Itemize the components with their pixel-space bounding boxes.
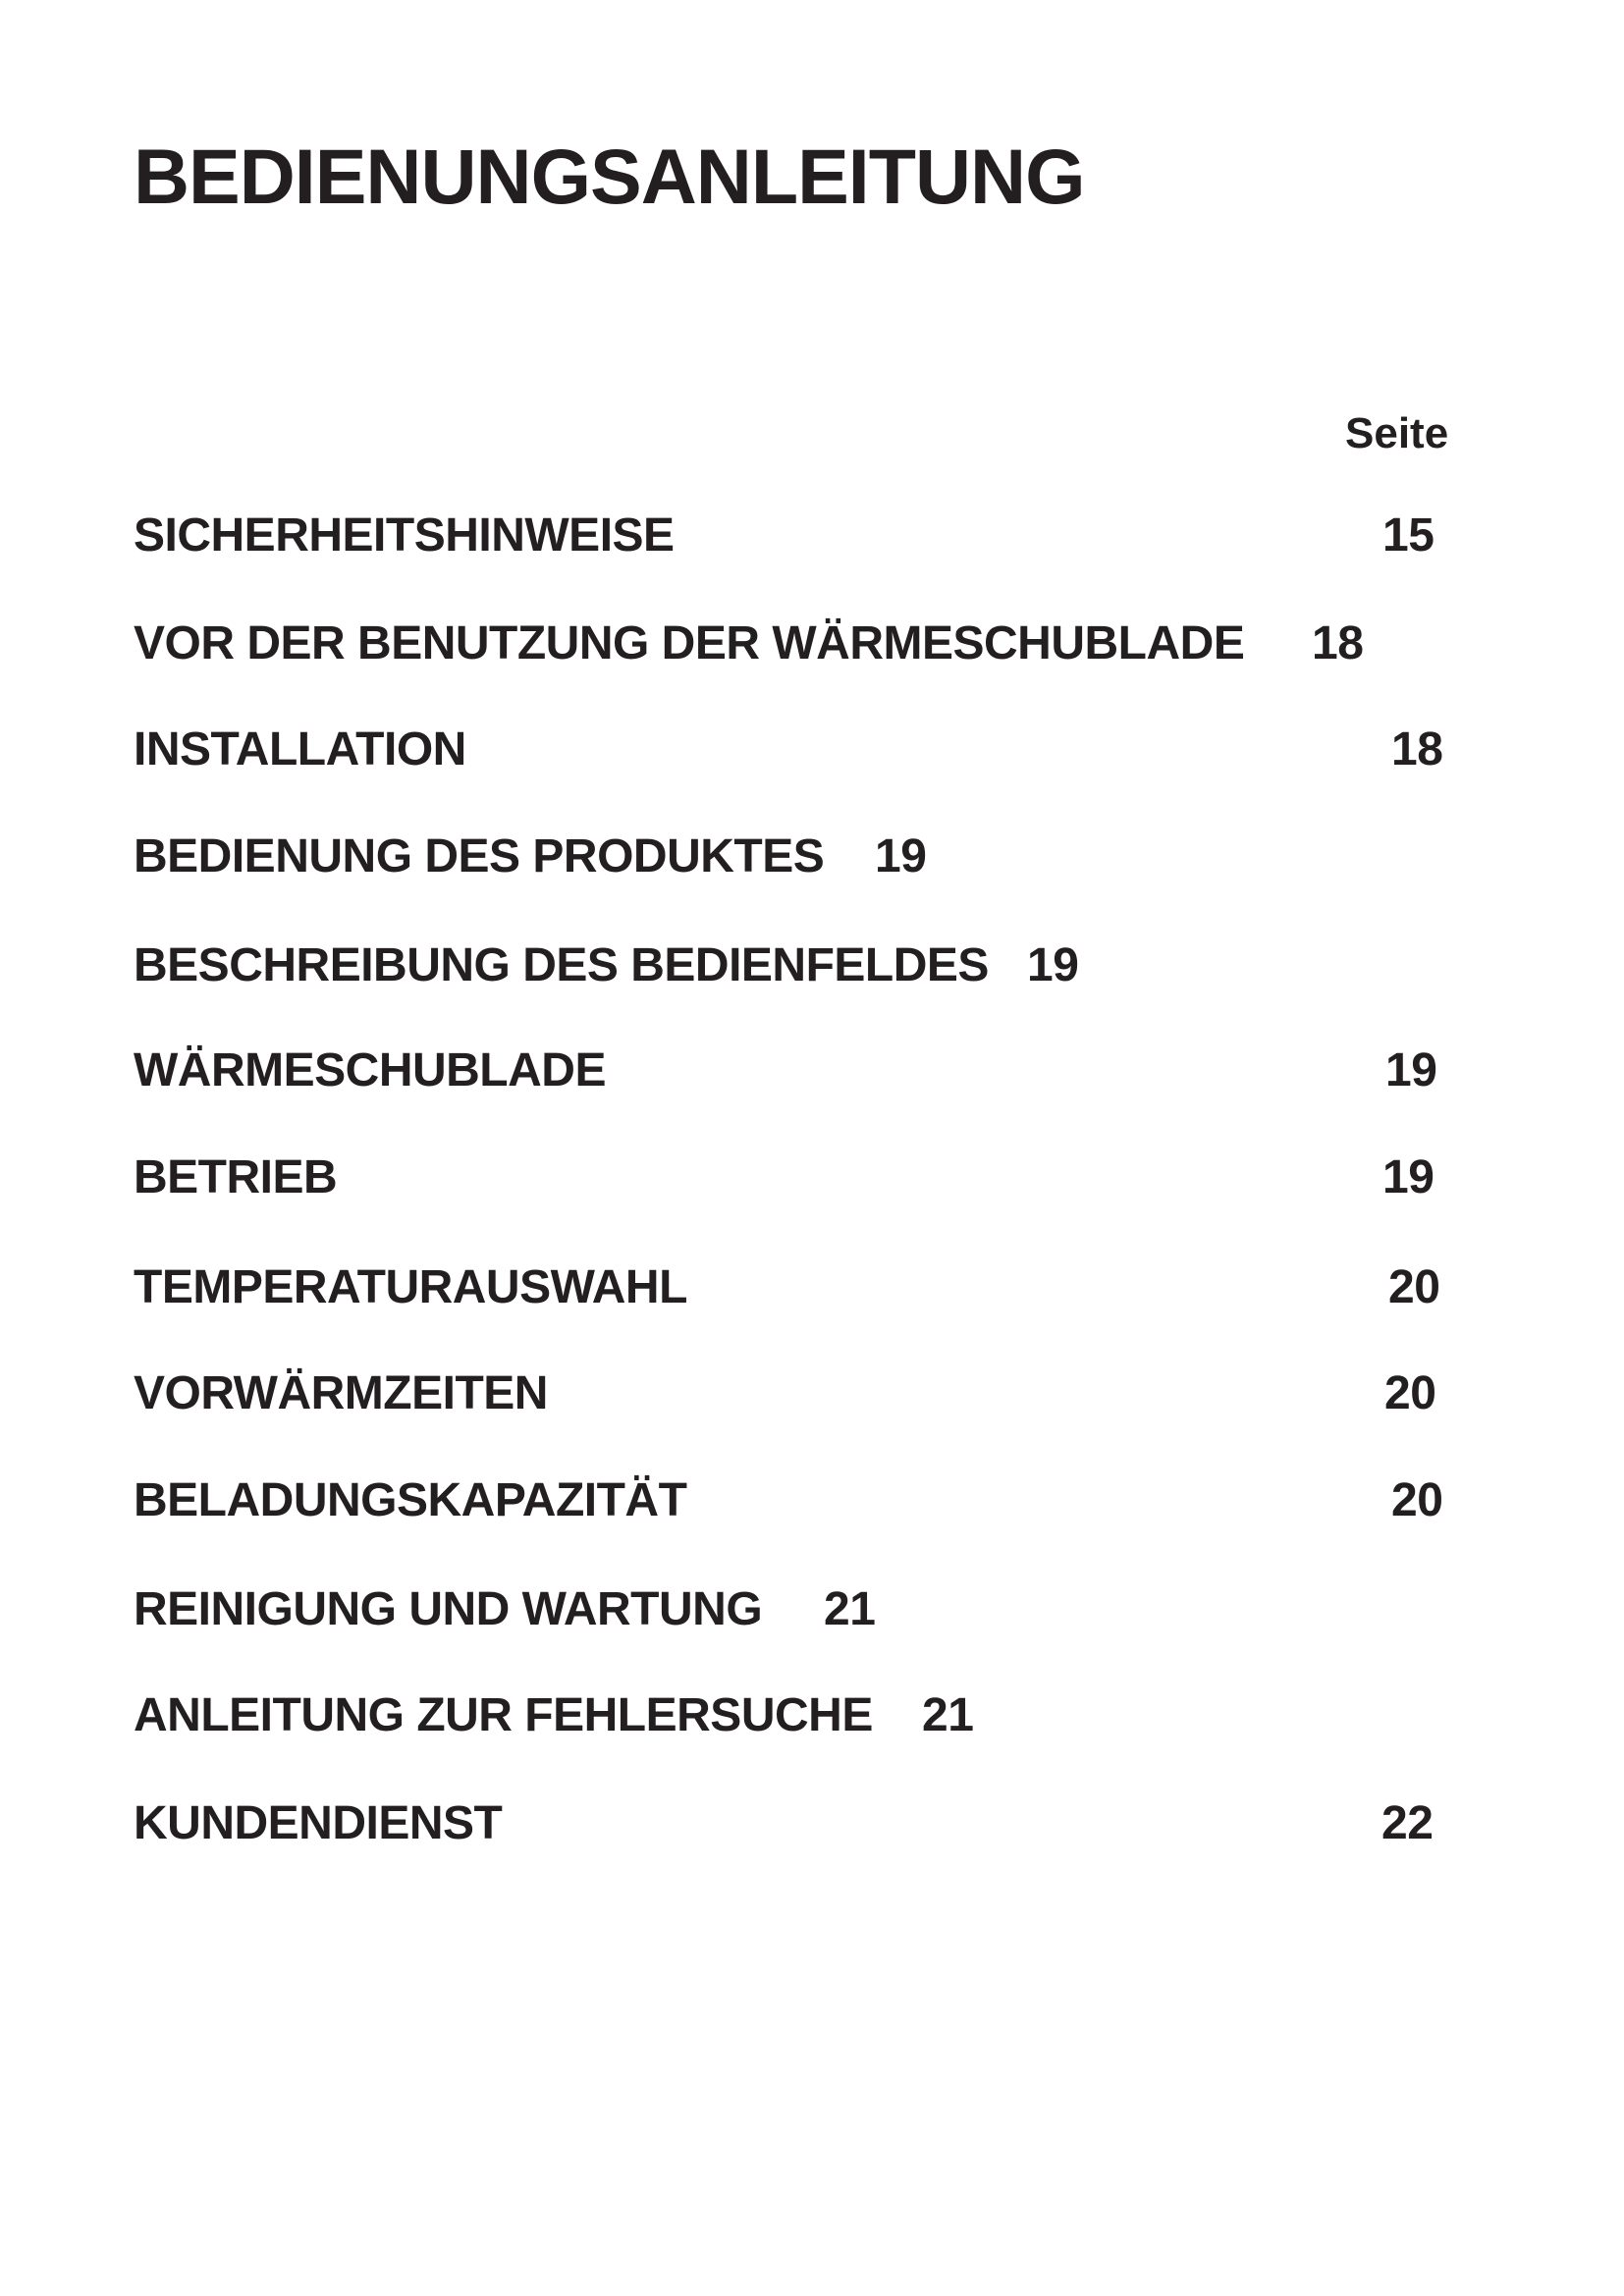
toc-entry-label: SICHERHEITSHINWEISE	[134, 509, 675, 561]
toc-entry-page: 20	[1388, 1261, 1440, 1313]
toc-entry-page: 20	[1384, 1367, 1436, 1419]
toc-entry-label: VORWÄRMZEITEN	[134, 1367, 548, 1419]
toc-entry	[134, 1689, 1508, 1751]
toc-entry-page: 18	[1312, 617, 1364, 669]
toc-entry-page: 19	[1385, 1044, 1437, 1096]
toc-entry-page: 22	[1381, 1797, 1434, 1849]
toc-entry-label: WÄRMESCHUBLADE	[134, 1044, 606, 1096]
toc-entry-page: 19	[875, 830, 927, 882]
toc-entry-label: BETRIEB	[134, 1151, 338, 1203]
toc-entry-label: BESCHREIBUNG DES BEDIENFELDES	[134, 939, 989, 991]
document-title: BEDIENUNGSANLEITUNG	[134, 133, 1085, 220]
toc-entry	[134, 1797, 1508, 1859]
toc-entry-page: 21	[922, 1689, 974, 1741]
toc-entry	[134, 1583, 1508, 1645]
toc-entry-label: INSTALLATION	[134, 723, 466, 775]
toc-entry-page: 18	[1391, 723, 1443, 775]
toc-entry	[134, 1367, 1508, 1429]
toc-entry-label: KUNDENDIENST	[134, 1797, 503, 1849]
toc-entry-page: 19	[1382, 1151, 1435, 1203]
toc-entry-label: REINIGUNG UND WARTUNG	[134, 1583, 763, 1635]
toc-entry-label: ANLEITUNG ZUR FEHLERSUCHE	[134, 1689, 873, 1741]
toc-entry	[134, 1151, 1508, 1213]
toc-entry-page: 15	[1382, 509, 1435, 561]
toc-entry	[134, 1474, 1508, 1536]
toc-entry	[134, 1044, 1508, 1106]
toc-entry-label: VOR DER BENUTZUNG DER WÄRMESCHUBLADE	[134, 617, 1245, 669]
toc-entry-label: BEDIENUNG DES PRODUKTES	[134, 830, 825, 882]
toc-entry	[134, 1261, 1508, 1323]
toc-entry	[134, 509, 1508, 571]
toc-entry-label: TEMPERATURAUSWAHL	[134, 1261, 687, 1313]
toc-entry-page: 19	[1027, 939, 1079, 991]
toc-entry	[134, 939, 1508, 1001]
toc-entry-label: BELADUNGSKAPAZITÄT	[134, 1474, 687, 1526]
toc-entry	[134, 830, 1508, 892]
page-column-header: Seite	[1345, 409, 1449, 457]
toc-entry-page: 21	[824, 1583, 876, 1635]
toc-entry-page: 20	[1391, 1474, 1443, 1526]
toc-entry	[134, 723, 1508, 785]
toc-entry	[134, 617, 1508, 679]
